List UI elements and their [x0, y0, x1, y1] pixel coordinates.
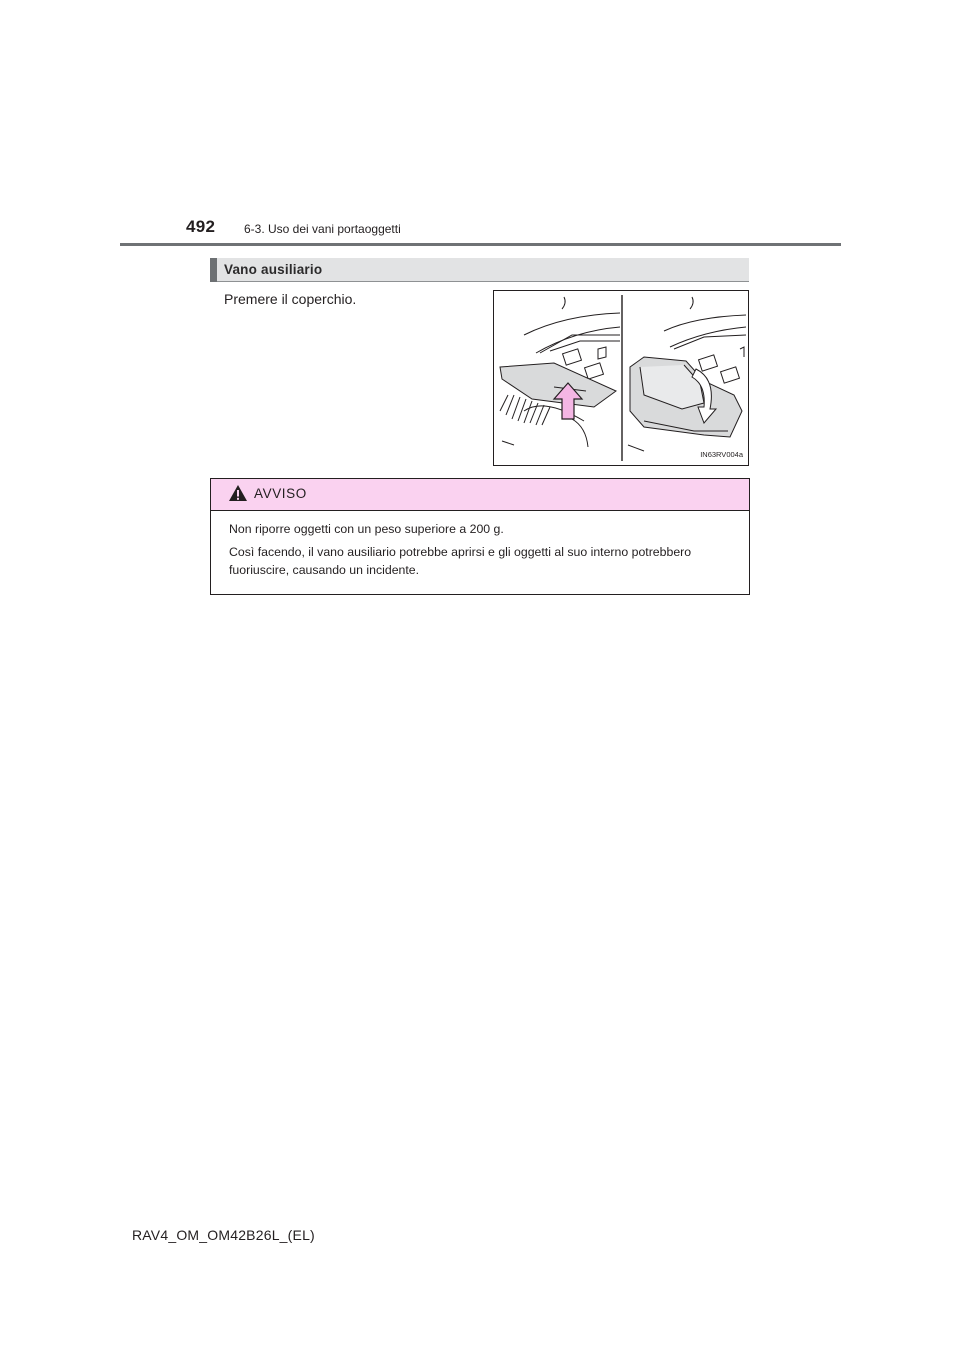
warning-paragraph: Così facendo, il vano ausiliario potrebbe aprirsi e gli oggetti al suo interno potrebbero fuoriuscire, causando un incidente.: [229, 545, 692, 577]
warning-paragraph: Non riporre oggetti con un peso superiore a 200 g.: [229, 522, 504, 536]
page-number: 492: [186, 217, 216, 236]
illustration-auxiliary-box: [493, 290, 749, 466]
header-rule: [120, 243, 841, 246]
heading-text: Vano ausiliario: [224, 262, 323, 277]
warning-triangle-icon: [228, 484, 248, 502]
footer-doc-code: RAV4_OM_OM42B26L_(EL): [132, 1227, 315, 1243]
figure-code: IN63RV004a: [700, 450, 743, 459]
heading-accent: [210, 258, 217, 282]
illustration-drawing: [494, 291, 748, 465]
instruction-text: Premere il coperchio.: [224, 291, 357, 307]
subsection-heading: [210, 258, 749, 282]
warning-box: [210, 478, 750, 595]
section-title: 6-3. Uso dei vani portaoggetti: [244, 222, 401, 236]
warning-header: [211, 479, 749, 511]
warning-title: AVVISO: [254, 486, 307, 501]
warning-body: [211, 511, 749, 579]
